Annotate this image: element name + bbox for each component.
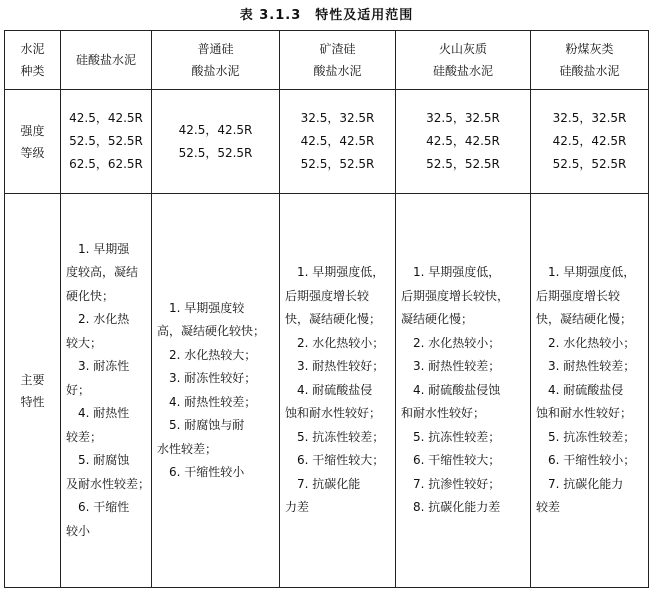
characteristic-line: 3. 耐热性较好； (297, 359, 385, 374)
column-header-line: 硅酸盐水泥 (432, 64, 493, 78)
grade-line: 32.5，32.5R (300, 111, 375, 125)
feature-cell-fly-ash-portland (531, 194, 649, 588)
column-header-line: 酸盐水泥 (313, 64, 362, 78)
cement-spec-table (4, 30, 649, 588)
characteristic-line: 硬化快； (66, 288, 115, 303)
grade-cell-fly-ash-portland (531, 90, 649, 194)
characteristic-line: 力差 (285, 500, 310, 515)
grade-line: 42.5，42.5R (300, 134, 375, 148)
grade-line: 52.5，52.5R (426, 157, 500, 171)
characteristic-line: 较大； (66, 335, 103, 350)
grade-line: 52.5，52.5R (178, 145, 253, 160)
grade-line: 42.5，42.5R (426, 134, 500, 148)
characteristic-line: 4. 耐硫酸盐侵蚀 (413, 382, 501, 397)
row-label-line: 等级 (20, 145, 45, 160)
feature-cell-pozzolanic-portland (396, 194, 531, 588)
characteristic-line: 5. 抗冻性较差； (548, 429, 636, 444)
characteristic-line: 1. 早期强度低， (413, 265, 501, 280)
grade-line: 42.5，42.5R (178, 122, 253, 137)
row-label-line: 种类 (20, 64, 45, 78)
column-header-ordinary-portland (152, 31, 280, 90)
feature-cell-portland (61, 194, 152, 588)
characteristic-line: 2. 水化热较小； (413, 335, 501, 350)
characteristic-line: 5. 耐腐蚀与耐 (169, 418, 245, 432)
characteristic-line: 4. 耐热性 (78, 406, 130, 421)
characteristic-line: 后期强度增长较快， (401, 288, 510, 303)
table-title: 表 3.1.3 特性及适用范围 (239, 8, 414, 23)
characteristic-line: 水性较差； (157, 441, 218, 456)
characteristic-line: 6. 干缩性较大； (413, 453, 501, 468)
column-header-portland (61, 31, 152, 90)
characteristic-line: 1. 早期强度低， (297, 265, 385, 280)
grade-line: 42.5，42.5R (69, 111, 143, 125)
grade-line: 52.5，52.5R (300, 157, 375, 171)
characteristic-line: 后期强度增长较 (536, 288, 621, 303)
column-header-slag-portland (280, 31, 396, 90)
characteristic-line: 好； (66, 382, 91, 397)
characteristic-line: 2. 水化热较小； (548, 335, 636, 350)
feature-cell-slag-portland (280, 194, 396, 588)
characteristic-line: 和耐水性较好； (401, 406, 486, 421)
characteristic-line: 7. 抗碳化能 (297, 476, 361, 491)
characteristic-line: 6. 干缩性较小； (548, 453, 636, 468)
characteristic-line: 1. 早期强度较 (169, 300, 245, 315)
characteristic-line: 及耐水性较差； (66, 476, 151, 491)
grade-cell-portland (61, 90, 152, 194)
row-label-line: 主要 (20, 372, 45, 387)
column-header-line: 酸盐水泥 (191, 64, 240, 78)
column-header-line: 普通硅 (197, 42, 234, 56)
characteristic-line: 5. 抗冻性较差； (297, 429, 385, 444)
column-header-line: 矿渣硅 (319, 42, 356, 56)
strength-grade-row (5, 90, 649, 194)
characteristic-line: 较差； (66, 429, 103, 444)
strength-grade-label (5, 90, 61, 194)
header-row (5, 31, 649, 90)
characteristic-line: 4. 耐硫酸盐侵 (548, 382, 624, 397)
grade-cell-pozzolanic-portland (396, 90, 531, 194)
characteristic-line: 较差 (536, 500, 561, 515)
grade-line: 32.5，32.5R (426, 111, 500, 125)
main-characteristics-row (5, 194, 649, 588)
characteristic-line: 6. 干缩性 (78, 500, 130, 515)
grade-line: 52.5，52.5R (552, 157, 627, 171)
characteristic-line: 2. 水化热较小； (297, 335, 385, 350)
characteristic-line: 7. 抗渗性较好； (413, 476, 501, 491)
column-header-fly-ash-portland (531, 31, 649, 90)
characteristic-line: 凝结硬化慢； (401, 312, 474, 327)
characteristic-line: 4. 耐热性较差； (169, 394, 257, 409)
characteristic-line: 1. 早期强 (78, 241, 130, 256)
characteristic-line: 5. 抗冻性较差； (413, 429, 501, 444)
characteristic-line: 4. 耐硫酸盐侵 (297, 382, 373, 397)
characteristic-line: 2. 水化热 (78, 312, 130, 327)
row-label-cell (5, 31, 61, 90)
grade-line: 42.5，42.5R (552, 134, 627, 148)
grade-cell-slag-portland (280, 90, 396, 194)
column-header-line: 粉煤灰类 (565, 42, 614, 56)
characteristic-line: 度较高，凝结 (66, 265, 139, 280)
column-header-line: 硅酸盐水泥 (75, 53, 136, 67)
characteristic-line: 8. 抗碳化能力差 (413, 500, 501, 515)
characteristic-line: 6. 干缩性较大； (297, 453, 385, 468)
column-header-line: 硅酸盐水泥 (559, 64, 620, 78)
characteristic-line: 快，凝结硬化慢； (285, 312, 382, 327)
row-label-line: 特性 (20, 394, 45, 409)
grade-line: 32.5，32.5R (552, 111, 627, 125)
characteristic-line: 2. 水化热较大； (169, 347, 257, 362)
characteristic-line: 蚀和耐水性较好； (285, 406, 382, 421)
characteristic-line: 3. 耐热性较差； (413, 359, 501, 374)
grade-line: 52.5，52.5R (69, 134, 143, 148)
main-characteristics-label (5, 194, 61, 588)
characteristic-line: 6. 干缩性较小 (169, 465, 245, 479)
characteristic-line: 高，凝结硬化较快； (157, 324, 266, 338)
row-label-line: 强度 (20, 123, 45, 138)
characteristic-line: 蚀和耐水性较好； (536, 406, 633, 421)
characteristic-line: 1. 早期强度低， (548, 265, 636, 280)
characteristic-line: 3. 耐热性较差； (548, 359, 636, 374)
characteristic-line: 5. 耐腐蚀 (78, 453, 130, 468)
characteristic-line: 7. 抗碳化能力 (548, 476, 624, 491)
feature-cell-ordinary-portland (152, 194, 280, 588)
characteristic-line: 后期强度增长较 (285, 288, 370, 303)
grade-line: 62.5，62.5R (69, 157, 143, 171)
characteristic-line: 较小 (66, 523, 91, 538)
column-header-line: 火山灰质 (438, 42, 487, 56)
characteristic-line: 3. 耐冻性较好； (169, 371, 257, 385)
grade-cell-ordinary-portland (152, 90, 280, 194)
characteristic-line: 快，凝结硬化慢； (536, 312, 633, 327)
row-label-line: 水泥 (20, 42, 45, 56)
column-header-pozzolanic-portland (396, 31, 531, 90)
characteristic-line: 3. 耐冻性 (78, 359, 130, 374)
